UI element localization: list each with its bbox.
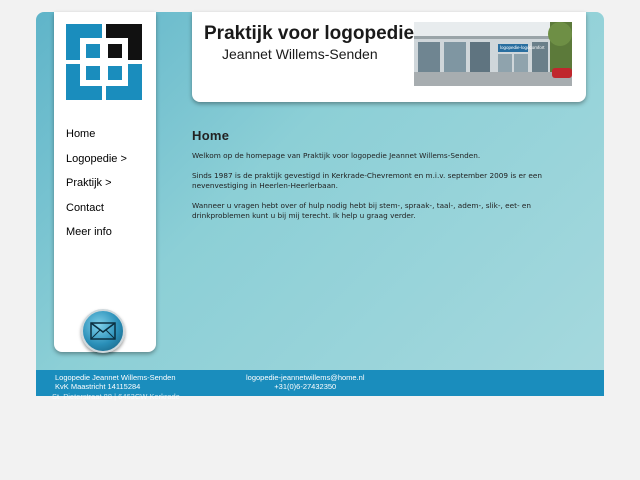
main-content (192, 128, 542, 231)
menu-item-logopedie[interactable]: Logopedie > (66, 152, 127, 165)
page-heading: Home (192, 128, 230, 143)
menu-item-praktijk[interactable]: Praktijk > (66, 177, 112, 189)
building-photo-image (414, 22, 572, 86)
site-title: Praktijk voor logopedie (204, 23, 415, 44)
footer-kvk: KvK Maastricht 14115284 (55, 382, 141, 391)
menu-item-contact[interactable]: Contact (66, 201, 104, 214)
content-paragraph-history: Sinds 1987 is de praktijk gevestigd in Kerkrade-Chevremont en m.i.v. september 2009 is er een nevenvestiging in Heerlen-Heerlerbaan. (192, 171, 542, 190)
practice-photo (414, 22, 572, 86)
logo-icon (66, 24, 142, 100)
footer-contact-right (246, 373, 365, 391)
email-button[interactable] (81, 309, 125, 353)
content-paragraph-welcome: Welkom op de homepage van Praktijk voor logopedie Jeannet Willems-Senden. (192, 151, 481, 160)
footer-phone: +31(0)6-27432350 (274, 382, 337, 391)
content-paragraph-help: Wanneer u vragen hebt over of hulp nodig hebt bij stem-, spraak-, taal-, adem-, slik-, eet- en drinkproblemen kunt u bij mij terecht. Ik help u graag verder. (192, 201, 532, 220)
footer-address: St. Pieterstraat 88 | 6463CW Kerkrade (52, 392, 180, 401)
footer-name: Logopedie Jeannet Willems-Senden (55, 373, 176, 382)
photo-sign-text: logopedie-logocomfort (500, 45, 545, 50)
footer-contact-left (55, 373, 176, 391)
site-subtitle: Jeannet Willems-Senden (222, 46, 378, 62)
sidebar (54, 12, 156, 352)
envelope-icon (90, 322, 116, 340)
footer-email[interactable]: logopedie-jeannetwillems@home.nl (246, 373, 365, 382)
header-banner (192, 12, 586, 102)
site-container (36, 12, 604, 401)
logo[interactable] (66, 24, 142, 100)
menu-item-home[interactable]: Home (66, 128, 96, 140)
menu-item-meer-info[interactable]: Meer info (66, 226, 112, 238)
main-menu (66, 127, 127, 250)
